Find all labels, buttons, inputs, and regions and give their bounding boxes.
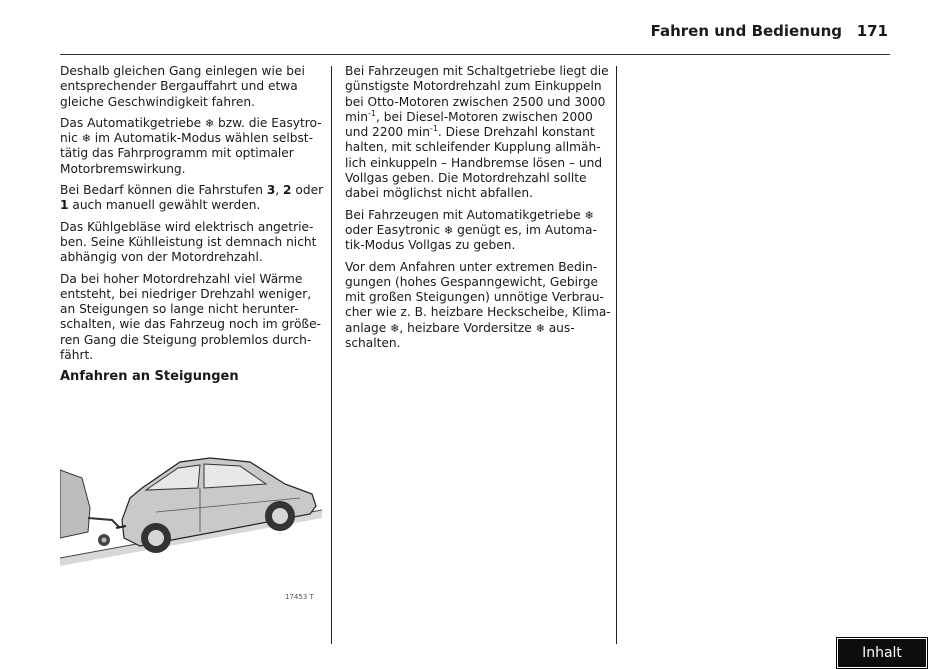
text-line: und 2200 $\min^{-1}$. Diese Drehzahl konstant [345,124,595,140]
text-line: $\min^{-1}$, bei Diesel-Motoren zwischen 2000 [345,108,593,124]
text-line: Bei Bedarf können die Fahrstufen 3, 2 oder [60,183,324,198]
text-line: günstigste Motordrehzahl zum Einkuppeln [345,79,602,94]
text-line: schalten. [345,336,401,351]
text-line: dabei möglichst nicht abfallen. [345,186,533,201]
text-line: Bei Fahrzeugen mit Automatikgetriebe ❄ [345,207,594,222]
text-line: lich einkuppeln – Handbremse lösen – und [345,155,603,170]
page-number: 171 [856,22,888,40]
text-line: tätig das Fahrprogramm mit optimaler [60,146,294,161]
middle-column [345,64,611,357]
paragraph [60,272,322,364]
paragraph [345,259,611,352]
automatic-symbol-icon: ❄ [584,208,594,222]
text-line: gleiche Geschwindigkeit fahren. [60,94,255,109]
figure-number: 17453 T [285,593,314,601]
text-line: Deshalb gleichen Gang einlegen wie bei [60,64,305,78]
text-line: halten, mit schleifender Kupplung allmäh- [345,140,601,155]
text-line: mit großen Steigungen) unnötige Verbrau- [345,290,604,305]
text-line: Vollgas geben. Die Motordrehzahl sollte [345,171,587,186]
text-line: gungen (hohes Gespanngewicht, Gebirge [345,274,598,289]
text-line: tik-Modus Vollgas zu geben. [345,238,516,253]
automatic-symbol-icon: ❄ [443,223,454,237]
text-line: Motorbremswirkung. [60,161,186,176]
paragraph [345,208,607,254]
paragraph [60,64,322,110]
text-line: bei Otto-Motoren zwischen 2500 und 3000 [345,94,606,109]
column-divider [331,66,332,644]
paragraph [60,183,322,214]
paragraph [60,116,322,177]
page-header [60,18,890,55]
climate-symbol-icon: ❄ [390,321,400,335]
text-line: Das Automatikgetriebe ❄ bzw. die Easytro- [60,115,322,130]
automatic-symbol-icon: ❄ [81,132,91,146]
text-line: fährt. [60,348,94,363]
inhalt-button[interactable]: Inhalt [837,638,927,668]
text-line: Vor dem Anfahren unter extremen Bedin- [345,259,598,274]
section-title: Fahren und Bedienung [650,22,842,40]
automatic-symbol-icon: ❄ [204,116,215,130]
text-line: entsprechender Bergauffahrt und etwa [60,79,298,94]
text-line: an Steigungen so lange nicht herunter- [60,302,299,317]
text-line: schalten, wie das Fahrzeug noch im größe- [60,317,321,332]
text-line: Bei Fahrzeugen mit Schaltgetriebe liegt die [345,64,609,78]
text-line: cher wie z. B. heizbare Heckscheibe, Klima- [345,305,611,320]
car-on-slope-illustration [60,448,322,578]
text-line: entsteht, bei niedriger Drehzahl weniger, [60,286,312,301]
text-line: ben. Seine Kühlleistung ist demnach nicht [60,234,317,249]
text-line: Da bei hoher Motordrehzahl viel Wärme [60,271,303,286]
left-column [60,64,322,391]
text-line: anlage ❄, heizbare Vordersitze ❄ aus- [345,320,575,335]
text-line: nic ❄ im Automatik-Modus wählen selbst- [60,131,313,146]
text-line: abhängig von der Motordrehzahl. [60,250,263,265]
seat-heating-symbol-icon: ❄ [535,321,545,335]
section-heading: Anfahren an Steigungen [60,369,239,385]
text-line: 1 auch manuell gewählt werden. [60,198,261,213]
paragraph [345,64,607,202]
text-line: ren Gang die Steigung problemlos durch- [60,332,312,347]
column-divider [616,66,617,644]
text-line: Das Kühlgebläse wird elektrisch angetrie- [60,219,314,234]
text-line: oder Easytronic ❄ genügt es, im Automa- [345,222,597,237]
paragraph [60,220,322,266]
